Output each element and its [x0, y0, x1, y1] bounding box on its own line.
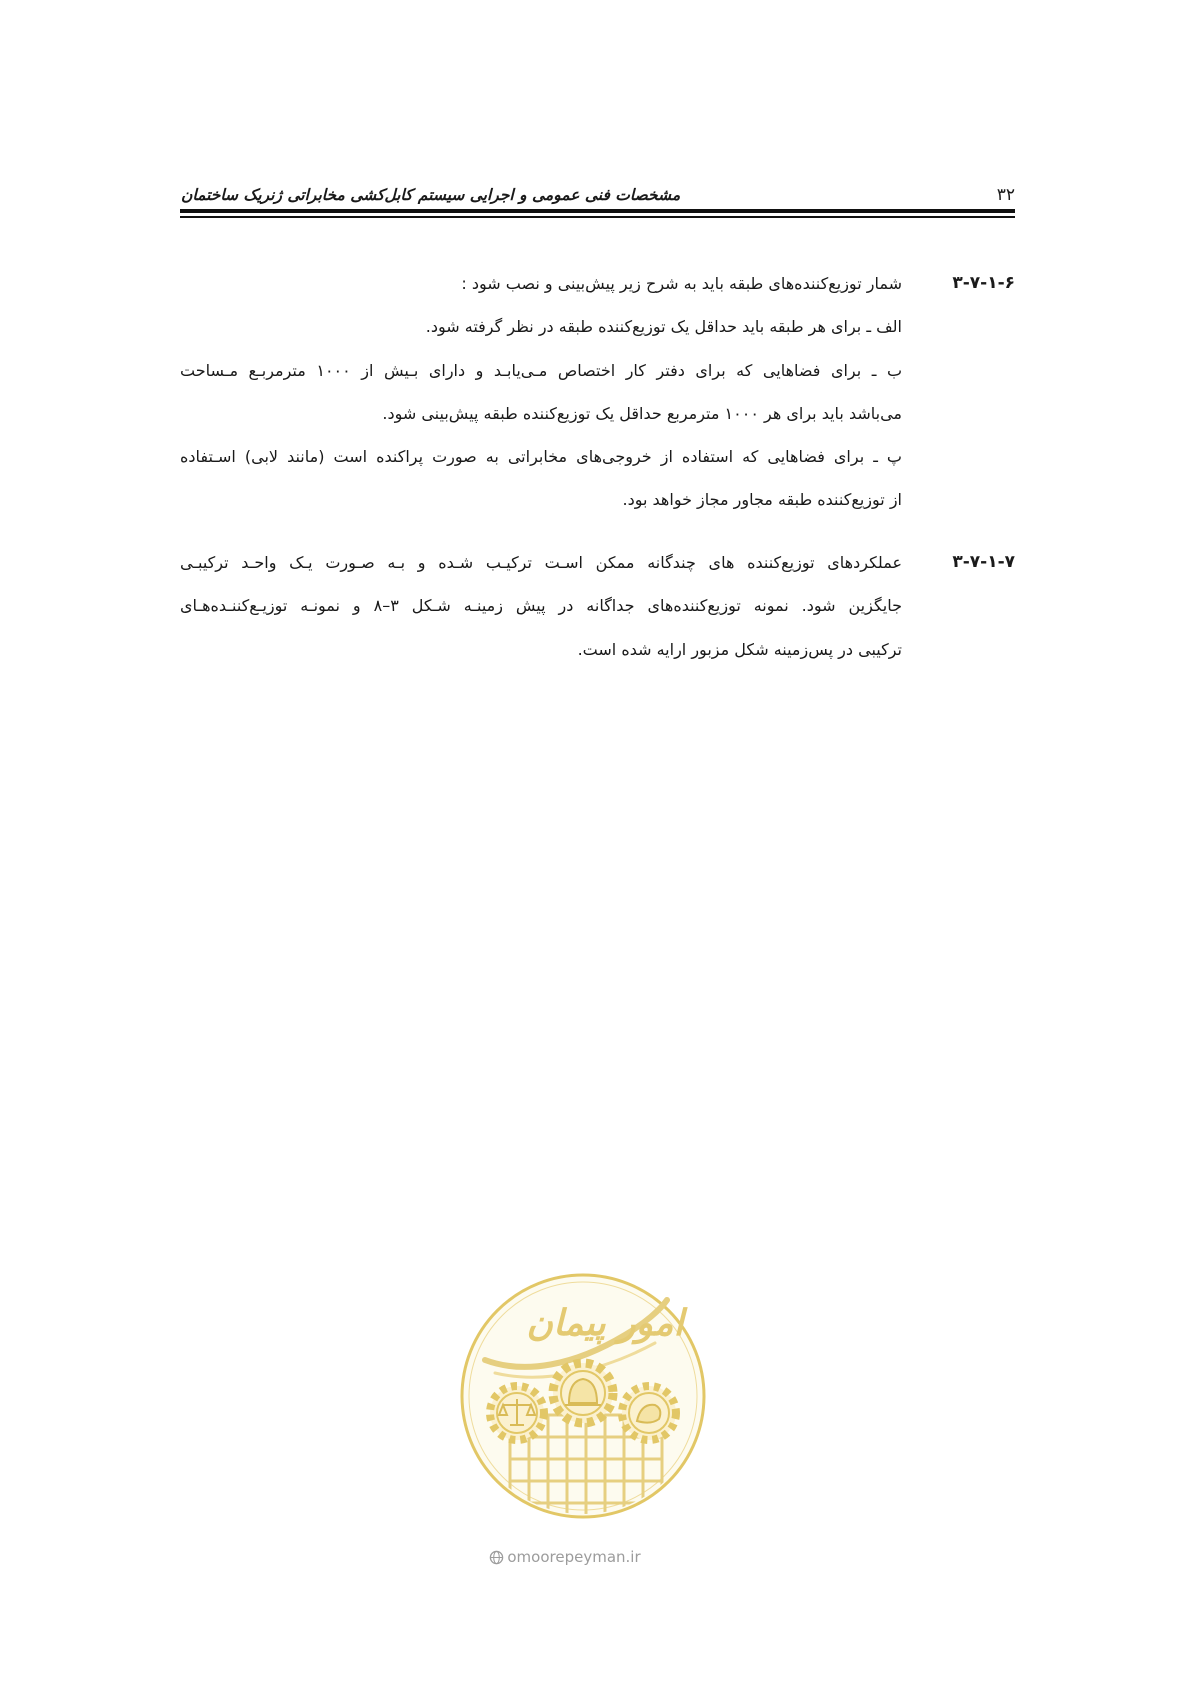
globe-icon — [489, 1550, 504, 1565]
list-item-be-continued: می‌باشد باید برای هر ۱۰۰۰ مترمربع حداقل یک توزیع‌کننده طبقه پیش‌بینی شود. — [382, 403, 902, 423]
section-number: ۳-۷-۱-۷ — [952, 552, 1015, 572]
list-item-pe: پ ـ برای فضاهایی که استفاده از خروجی‌های مخابراتی به صورت پراکنده است (مانند لابی) اسـتفاده — [180, 447, 902, 467]
section-body — [180, 262, 902, 522]
paragraph-line: ترکیبی در پس‌زمینه شکل مزبور ارایه شده است. — [577, 639, 902, 659]
list-item-alef: الف ـ برای هر طبقه باید حداقل یک توزیع‌کننده طبقه در نظر گرفته شود. — [425, 317, 902, 337]
header-rule-thick — [180, 209, 1015, 213]
list-item-be: ب ـ برای فضاهایی که برای دفتر کار اختصاص مـی‌یابـد و دارای بـیش از ۱۰۰۰ مترمربـع مـساحت — [180, 360, 903, 380]
paragraph-line: عملکردهای توزیع‌کننده های چندگانه ممکن اسـت ترکیـب شـده و بـه صـورت یـک واحـد ترکیبـی — [180, 553, 902, 572]
header-rule-thin — [180, 216, 1015, 218]
watermark-logo — [455, 1265, 715, 1530]
paragraph-line: جایگزین شود. نمونه توزیع‌کننده‌های جداگانه در پیش زمینـه شـکل ۳–۸ و نمونـه توزیـع‌کننـده‌هـای — [180, 596, 903, 616]
running-title: مشخصات فنی عمومی و اجرایی سیستم کابل‌کشی مخابراتی ژنریک ساختمان — [181, 186, 681, 204]
page-number: ۳۲ — [996, 185, 1015, 205]
section-body — [180, 541, 902, 671]
logo-text: امور پیمان — [526, 1303, 684, 1344]
section-number: ۳-۷-۱-۶ — [952, 273, 1015, 293]
watermark-url-text: omoorepeyman.ir — [507, 1548, 641, 1566]
watermark-url — [460, 1544, 670, 1570]
paragraph-line: شمار توزیع‌کننده‌های طبقه باید به شرح زیر پیش‌بینی و نصب شود : — [461, 274, 902, 293]
list-item-pe-continued: از توزیع‌کننده طبقه مجاور مجاز خواهد بود. — [622, 490, 902, 510]
